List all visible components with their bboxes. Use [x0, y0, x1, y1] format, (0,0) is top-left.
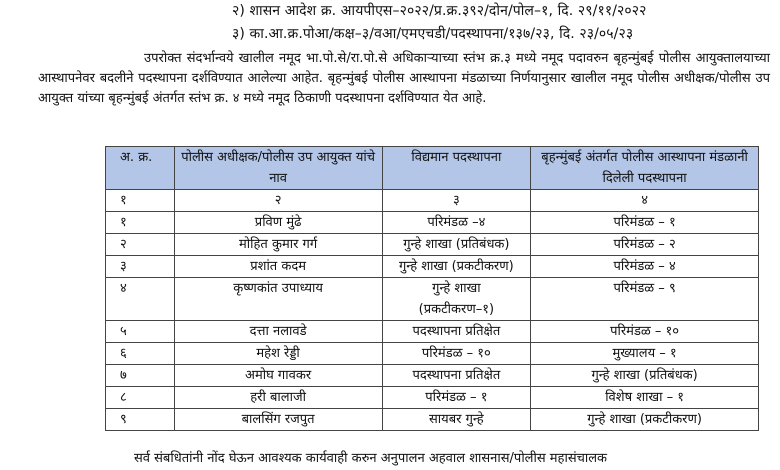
new-posting-cell: परिमंडळ – १: [531, 212, 759, 234]
name-cell: महेश रेड्डी: [174, 343, 382, 365]
serial-cell: ९: [106, 409, 175, 431]
name-cell: बालसिंग रजपुत: [174, 409, 382, 431]
name-cell: दत्ता नलावडे: [174, 321, 382, 343]
table-row: [106, 321, 759, 343]
intro-paragraph: उपरोक्त संदर्भान्वये खालील नमूद भा.पो.से/रा.पो.से अधिकाऱ्याच्या स्तंभ क्र.३ मध्ये नमूद पदावरुन बृहन्मुंबई पोलीस आयुक्तालयाच्या आस्थापनेवर बदलीने पदस्थापना दर्शविण्यात आलेल्या आहेत. बृहन्मुंबई पोलीस आस्थापना मंडळाच्या निर्णयानुसार खालील नमूद पोलीस अधीक्षक/पोलीस उप आयुक्त यांच्या बृहन्मुंबई अंतर्गत स्तंभ क्र. ४ मध्ये नमूद ठिकाणी पदस्थापना दर्शविण्यात येत आहे.: [38, 51, 770, 106]
table-row: [106, 234, 759, 256]
current-posting-cell: परिमंडळ – १०: [382, 343, 531, 365]
column-number: ३: [382, 190, 531, 212]
current-posting-cell: सायबर गुन्हे: [382, 409, 531, 431]
name-cell: मोहित कुमार गर्ग: [174, 234, 382, 256]
table-row: [106, 212, 759, 234]
new-posting-cell: गुन्हे शाखा (प्रकटीकरण): [531, 409, 759, 431]
posting-table: [105, 146, 759, 431]
serial-cell: ४: [106, 278, 175, 321]
table-row: [106, 256, 759, 278]
new-posting-cell: परिमंडळ – ४: [531, 256, 759, 278]
header-current-posting: विद्यमान पदस्थापना: [382, 147, 531, 190]
name-cell: कृष्णकांत उपाध्याय: [174, 278, 382, 321]
new-posting-cell: विशेष शाखा – १: [531, 387, 759, 409]
header-serial: अ. क्र.: [106, 147, 175, 190]
current-posting-cell: परिमंडळ – १: [382, 387, 531, 409]
serial-cell: २: [106, 234, 175, 256]
serial-cell: १: [106, 212, 175, 234]
serial-cell: ५: [106, 321, 175, 343]
header-officer-name: पोलीस अधीक्षक/पोलीस उप आयुक्त यांचे नाव: [174, 147, 382, 190]
current-posting-cell: गुन्हे शाखा (प्रतिबंधक): [382, 234, 531, 256]
current-posting-cell: पदस्थापना प्रतिक्षेत: [382, 365, 531, 387]
name-cell: अमोघ गावकर: [174, 365, 382, 387]
serial-cell: ३: [106, 256, 175, 278]
serial-cell: ६: [106, 343, 175, 365]
serial-cell: ८: [106, 387, 175, 409]
new-posting-cell: मुख्यालय – १: [531, 343, 759, 365]
column-number-row: [106, 190, 759, 212]
table-header-row: [106, 147, 759, 190]
new-posting-cell: गुन्हे शाखा (प्रतिबंधक): [531, 365, 759, 387]
reference-3: ३) का.आ.क्र.पोआ/कक्ष–३/वआ/एमएचडी/पदस्थापना/१३७/२३, दि. २३/०५/२३: [232, 26, 634, 42]
table-row: [106, 409, 759, 431]
current-posting-cell: गुन्हे शाखा (प्रकटीकरण–१): [382, 278, 531, 321]
header-new-posting: बृहन्मुंबई अंतर्गत पोलीस आस्थापना मंडळानी दिलेली पदस्थापना: [531, 147, 759, 190]
current-posting-cell: पदस्थापना प्रतिक्षेत: [382, 321, 531, 343]
column-number: ४: [531, 190, 759, 212]
column-number: २: [174, 190, 382, 212]
new-posting-cell: परिमंडळ – २: [531, 234, 759, 256]
table-row: [106, 387, 759, 409]
name-cell: प्रशांत कदम: [174, 256, 382, 278]
new-posting-cell: परिमंडळ – १०: [531, 321, 759, 343]
table-row: [106, 365, 759, 387]
new-posting-cell: परिमंडळ – ९: [531, 278, 759, 321]
column-number: १: [106, 190, 175, 212]
current-posting-cell: गुन्हे शाखा (प्रकटीकरण): [382, 256, 531, 278]
table-row: [106, 278, 759, 321]
current-posting-cell: परिमंडळ –४: [382, 212, 531, 234]
serial-cell: ७: [106, 365, 175, 387]
name-cell: प्रविण मुंढे: [174, 212, 382, 234]
name-cell: हरी बालाजी: [174, 387, 382, 409]
table-row: [106, 343, 759, 365]
reference-2: २) शासन आदेश क्र. आयपीएस–२०२२/प्र.क्र.३९२/दोन/पोल–१, दि. २९/११/२०२२: [232, 3, 647, 19]
closing-paragraph: सर्व संबधितांनी नोंद घेऊन आवश्यक कार्यवाही करुन अनुपालन अहवाल शासनास/पोलीस महासंचालक: [134, 451, 608, 466]
